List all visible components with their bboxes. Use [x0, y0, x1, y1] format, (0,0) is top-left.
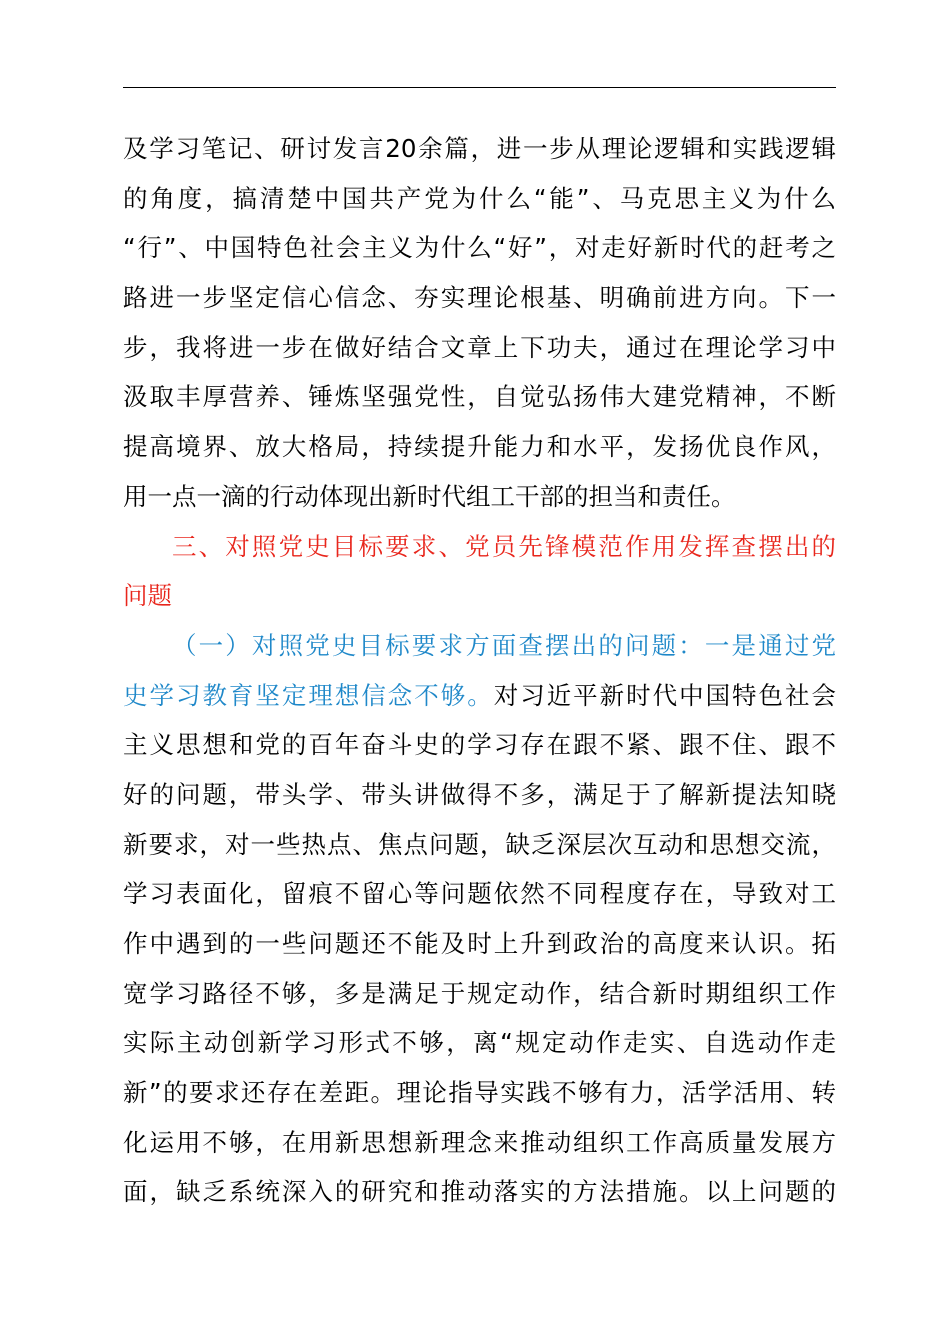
text-line: 宽学习路径不够，多是满足于规定动作，结合新时期组织工作 — [123, 978, 836, 1008]
text-line: 好的问题，带头学、带头讲做得不多，满足于了解新提法知晓 — [123, 779, 836, 809]
text-line: 及学习笔记、研讨发言20余篇，进一步从理论逻辑和实践逻辑 — [123, 134, 836, 163]
text-line: 汲取丰厚营养、锤炼坚强党性，自觉弘扬伟大建党精神，不断 — [123, 382, 836, 412]
text-line: 作中遇到的一些问题还不能及时上升到政治的高度来认识。拓 — [123, 929, 836, 958]
mixed-line — [123, 671, 836, 721]
subheading-line: （一）对照党史目标要求方面查摆出的问题：一是通过党 — [172, 630, 836, 660]
text-line: 面，缺乏系统深入的研究和推动落实的方法措施。以上问题的 — [123, 1177, 836, 1207]
text-line: 用一点一滴的行动体现出新时代组工干部的担当和责任。 — [123, 481, 736, 511]
paragraph-intro — [123, 124, 836, 522]
body-text: 对习近平新时代中国特色社会 — [493, 680, 837, 710]
section-3-heading — [123, 522, 836, 621]
heading-line: 问题 — [123, 581, 172, 611]
text-line: 新要求，对一些热点、焦点问题，缺乏深层次互动和思想交流， — [123, 829, 836, 859]
text-line: 实际主动创新学习形式不够，离“规定动作走实、自选动作走 — [123, 1028, 836, 1058]
text-line: 步，我将进一步在做好结合文章上下功夫，通过在理论学习中 — [123, 332, 836, 362]
text-line: 学习表面化，留痕不留心等问题依然不同程度存在，导致对工 — [123, 879, 836, 909]
text-line: 的角度，搞清楚中国共产党为什么“能”、马克思主义为什么 — [123, 183, 836, 213]
text-line: 路进一步坚定信心信念、夯实理论根基、明确前进方向。下一 — [123, 283, 836, 313]
heading-line: 三、对照党史目标要求、党员先锋模范作用发挥查摆出的 — [172, 531, 836, 561]
text-line: 提高境界、放大格局，持续提升能力和水平，发扬优良作风， — [123, 432, 836, 462]
text-line: 主义思想和党的百年奋斗史的学习存在跟不紧、跟不住、跟不 — [123, 730, 836, 760]
document-body — [123, 124, 836, 1217]
header-rule — [123, 87, 836, 88]
text-line: 新”的要求还存在差距。理论指导实践不够有力，活学活用、转 — [123, 1078, 836, 1108]
text-line: “行”、中国特色社会主义为什么“好”，对走好新时代的赶考之 — [123, 233, 836, 263]
subheading-tail: 史学习教育坚定理想信念不够。 — [123, 680, 494, 710]
subsection-1 — [123, 621, 836, 1217]
text-line: 化运用不够，在用新思想新理念来推动组织工作高质量发展方 — [123, 1127, 836, 1157]
